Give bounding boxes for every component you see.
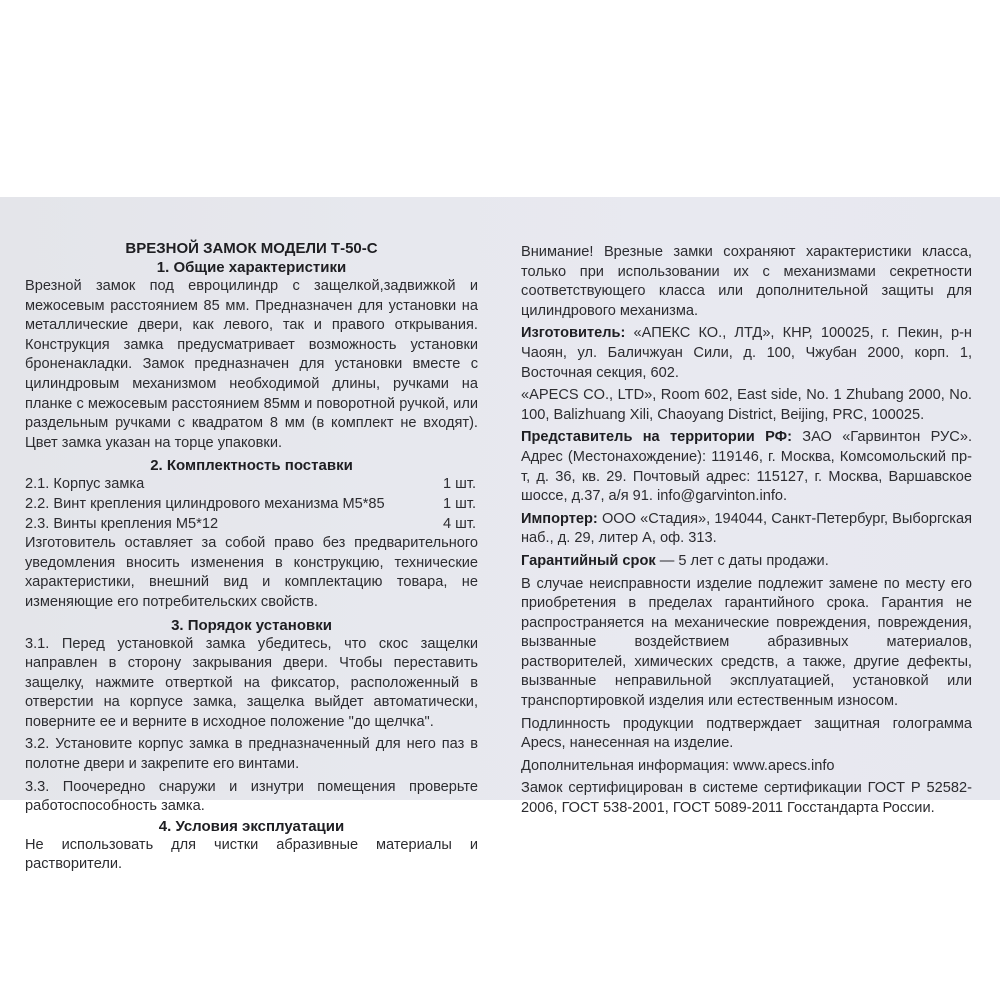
kit-item bbox=[25, 515, 478, 535]
kit-item bbox=[25, 495, 478, 515]
representative-label: Представитель на территории РФ: bbox=[521, 429, 792, 446]
more-info: Дополнительная информация: www.apecs.info bbox=[521, 757, 835, 774]
manufacturer-label: Изготовитель: bbox=[521, 325, 626, 342]
section-2-heading: 2. Комплектность поставки bbox=[150, 457, 353, 475]
importer-text: ООО «Стадия», 194044, Санкт-Петербург, Выборгская наб., д. 29, литер А, оф. 313. bbox=[521, 510, 972, 547]
warranty-label: Гарантийный срок bbox=[521, 552, 656, 569]
manufacturer-info-en: «APECS CO., LTD», Room 602, East side, No. 1 Zhubang 2000, No. 100, Balizhuang Xili, Chaoyang District, Beijing, PRC, 100025. bbox=[521, 387, 972, 423]
representative-text: ЗАО «Гарвинтон РУС». Адрес (Местонахождение): 119146, г. Москва, Комсомольский пр-т, д. 36, кв. 29. Почтовый адрес: 115127, г. Москва, Варшавское шоссе, д.37, а/я 91. info@garvinton.info. bbox=[521, 429, 972, 505]
importer-label: Импортер: bbox=[521, 510, 598, 527]
warranty-info bbox=[521, 552, 972, 572]
authenticity-note: Подлинность продукции подтверждает защитная голограмма Apecs, нанесенная на изделие. bbox=[521, 715, 972, 752]
warranty-text: — 5 лет с даты продажи. bbox=[655, 552, 829, 569]
section-1-text: Врезной замок под евроцилиндр с защелкой,задвижкой и межосевым расстоянием 85 мм. Предназначен для установки на металлические двери, как левого, так и правого открывания. Конструкция замка предусматривает возможность установки броненакладки. Замок предназначен для установки вместе с цилиндровым механизмом необходимой длины, ручками на планке с межосевым расстоянием 85мм и поворотной ручкой, или раздельным ручками с квадратом 8 мм (в комплект не входят). Цвет замка указан на торце упаковки. bbox=[25, 278, 478, 451]
importer-info bbox=[521, 510, 972, 549]
manufacturer-info bbox=[521, 324, 972, 383]
certification-note: Замок сертифицирован в системе сертификации ГОСТ Р 52582-2006, ГОСТ 538-2001, ГОСТ 5089-2011 Госстандарта России. bbox=[521, 780, 972, 817]
install-step: 3.3. Поочередно снаружи и изнутри помещения проверьте работоспособность замка. bbox=[25, 778, 478, 815]
kit-item-name: 2.2. Винт крепления цилиндрового механизма М5*85 bbox=[25, 495, 385, 512]
right-column bbox=[521, 243, 972, 819]
install-step: 3.1. Перед установкой замка убедитесь, что скос защелки направлен в сторону закрывания двери. Чтобы переставить защелку, нажмите отверткой на фиксатор, расположенный в отверстии на корпусе замка, защелка выйдет автоматически, поверните ее и верните в исходное положение "до щелчка". bbox=[25, 635, 478, 730]
left-column bbox=[25, 239, 478, 875]
section-3-heading: 3. Порядок установки bbox=[171, 616, 332, 634]
section-4-heading: 4. Условия эксплуатации bbox=[158, 817, 345, 835]
install-step: 3.2. Установите корпус замка в предназначенный для него паз в полотне двери и закрепите его винтами. bbox=[25, 736, 478, 773]
attention-note: Внимание! Врезные замки сохраняют характеристики класса, только при использовании их с механизмами секретности соответствующего класса или дополнительной защиты для цилиндрового механизма. bbox=[521, 244, 972, 319]
section-1-heading: 1. Общие характеристики bbox=[156, 259, 347, 276]
warranty-terms: В случае неисправности изделие подлежит замене по месту его приобретения в пределах гарантийного срока. Гарантия не распространяется на механические повреждения, повреждения, вызванные воздействием абразивных материалов, растворителей, химических средств, а также, другие дефекты, вызванные неправильной эксплуатацией, установкой или транспортировкой изделия или естественным износом. bbox=[521, 575, 972, 710]
kit-item-qty: 1 шт. bbox=[443, 495, 476, 512]
representative-info bbox=[521, 428, 972, 506]
kit-item bbox=[25, 475, 478, 495]
kit-item-name: 2.1. Корпус замка bbox=[25, 476, 145, 493]
section-2-note: Изготовитель оставляет за собой право без предварительного уведомления вносить изменения в конструкцию, технические характеристики, внешний вид и комплектацию товара, не изменяющие его потребительских свойств. bbox=[25, 535, 478, 610]
document-title: ВРЕЗНОЙ ЗАМОК МОДЕЛИ Т-50-С bbox=[125, 240, 378, 257]
kit-item-qty: 4 шт. bbox=[443, 515, 476, 532]
manufacturer-text: «АПЕКС КО., ЛТД», КНР, 100025, г. Пекин, р-н Чаоян, ул. Баличжуан Сили, д. 100, Чжубан 2000, корп. 1, Восточная секция, 602. bbox=[521, 325, 972, 381]
section-4-text: Не использовать для чистки абразивные материалы и растворители. bbox=[25, 836, 478, 873]
kit-item-name: 2.3. Винты крепления М5*12 bbox=[25, 515, 219, 532]
instruction-sheet bbox=[0, 197, 1000, 873]
kit-item-qty: 1 шт. bbox=[443, 476, 476, 493]
